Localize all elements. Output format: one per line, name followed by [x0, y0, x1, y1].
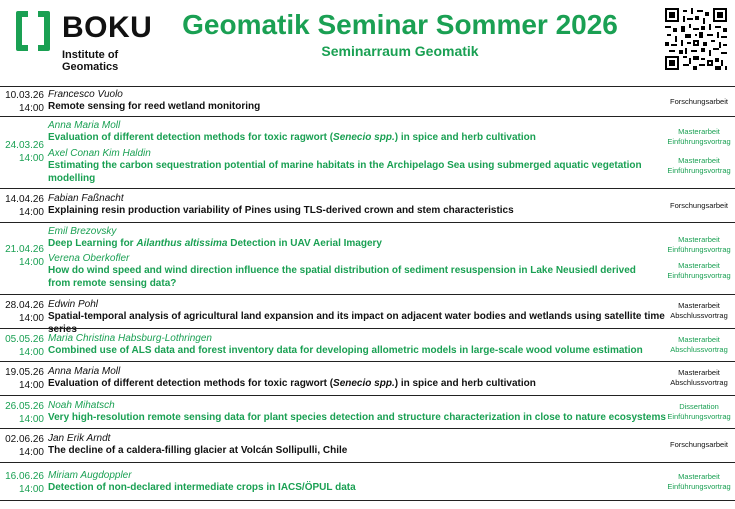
talk-title-part: Deep Learning for — [48, 238, 137, 249]
date-label: 19.05.26 — [5, 367, 44, 378]
talk-type: Masterarbeit Abschlussvortrag — [670, 335, 728, 354]
talk-entry — [48, 193, 668, 218]
talk-entry — [48, 470, 668, 495]
date-label: 28.04.26 — [5, 300, 44, 311]
session-row — [0, 462, 735, 501]
speaker-name: Miriam Augdoppler — [48, 470, 132, 481]
talk-type: Forschungsarbeit — [670, 97, 728, 106]
talk-title: Explaining resin production variability of Pines using TLS-derived crown and stem characteristics — [48, 205, 514, 216]
speaker-name: Anna Maria Moll — [48, 120, 121, 131]
talk-type: Dissertation Einführungsvortrag — [667, 402, 731, 421]
date-label: 02.06.26 — [5, 434, 44, 445]
talk-entry — [48, 366, 668, 391]
speaker-name: Francesco Vuolo — [48, 89, 123, 100]
talk-title — [48, 238, 668, 251]
talk-entry — [48, 253, 658, 290]
talk-entry — [48, 333, 668, 358]
talk-title: How do wind speed and wind direction influence the spatial distribution of sediment resuspension in Lake Neusiedl derived from remote sensing data? — [48, 265, 636, 289]
time-label: 14:00 — [18, 313, 44, 324]
time-label: 14:00 — [18, 484, 44, 495]
date-label: 14.04.26 — [5, 194, 44, 205]
talk-entry — [48, 226, 668, 251]
logo-subtitle: Institute of Geomatics — [62, 49, 119, 73]
session-date — [4, 299, 44, 325]
session-row — [0, 222, 735, 294]
speaker-name: Emil Brezovsky — [48, 226, 117, 237]
session-row — [0, 188, 735, 222]
talk-title — [48, 132, 668, 145]
speaker-name: Noah Mihatsch — [48, 400, 115, 411]
talk-type: Masterarbeit Einführungsvortrag — [667, 472, 731, 491]
session-row — [0, 328, 735, 361]
speaker-name: Verena Oberkofler — [48, 253, 130, 264]
session-date — [4, 333, 44, 359]
time-label: 14:00 — [18, 414, 44, 425]
session-row — [0, 294, 735, 335]
time-label: 14:00 — [18, 207, 44, 218]
session-row — [0, 395, 735, 428]
header — [0, 0, 735, 86]
talk-type: Masterarbeit Abschlussvortrag — [670, 301, 728, 320]
talk-entry — [48, 433, 668, 458]
talk-title: Combined use of ALS data and forest inventory data for developing allometric models in large-scale wood volume estimation — [48, 345, 643, 356]
session-row — [0, 361, 735, 395]
speaker-name: Edwin Pohl — [48, 299, 99, 310]
session-row — [0, 116, 735, 188]
session-row — [0, 86, 735, 116]
talk-entry — [48, 400, 668, 425]
talk-type: Masterarbeit Einführungsvortrag — [667, 127, 731, 146]
session-date — [4, 433, 44, 459]
date-label: 21.04.26 — [5, 244, 44, 255]
date-label: 10.03.26 — [5, 90, 44, 101]
date-label: 24.03.26 — [5, 140, 44, 151]
talk-title: Estimating the carbon sequestration potential of marine habitats in the Archipelago Sea using submerged aquatic vegetation modelling — [48, 160, 642, 184]
time-label: 14:00 — [18, 347, 44, 358]
talk-title-italic: Ailanthus altissima — [136, 238, 228, 249]
time-label: 14:00 — [18, 447, 44, 458]
session-date — [4, 470, 44, 496]
talk-type: Masterarbeit Einführungsvortrag — [667, 235, 731, 254]
logo-wordmark: BOKU — [62, 11, 153, 44]
talk-type: Masterarbeit Einführungsvortrag — [667, 156, 731, 175]
talk-title: The decline of a caldera-filling glacier at Volcán Sollipulli, Chile — [48, 445, 348, 456]
talk-title — [48, 378, 668, 391]
talk-title-italic: Senecio spp. — [333, 132, 395, 143]
date-label: 16.06.26 — [5, 471, 44, 482]
speaker-name: Maria Christina Habsburg-Lothringen — [48, 333, 212, 344]
session-date — [4, 89, 44, 115]
talk-title-part: Detection in UAV Aerial Imagery — [227, 238, 382, 249]
page-title: Geomatik Seminar Sommer 2026 — [182, 9, 618, 40]
talk-title: Spatial-temporal analysis of agricultural land expansion and its impact on adjacent water bodies and wetlands using satellite time series — [48, 311, 665, 335]
talk-type: Masterarbeit Abschlussvortrag — [670, 368, 728, 387]
session-date — [4, 139, 44, 165]
page-subtitle: Seminarraum Geomatik — [321, 43, 479, 59]
speaker-name: Anna Maria Moll — [48, 366, 121, 377]
talk-type: Forschungsarbeit — [670, 201, 728, 210]
talk-title-part: Evaluation of different detection methods for toxic ragwort ( — [48, 378, 334, 389]
session-date — [4, 400, 44, 426]
talk-title: Remote sensing for reed wetland monitoring — [48, 101, 261, 112]
talk-title: Detection of non-declared intermediate crops in IACS/ÖPUL data — [48, 482, 356, 493]
talk-entry — [48, 148, 658, 185]
boku-bracket-icon — [14, 9, 52, 53]
qr-code-icon[interactable] — [665, 8, 727, 70]
speaker-name: Jan Erik Arndt — [48, 433, 111, 444]
time-label: 14:00 — [18, 153, 44, 164]
time-label: 14:00 — [18, 257, 44, 268]
session-date — [4, 243, 44, 269]
session-date — [4, 193, 44, 219]
speaker-name: Axel Conan Kim Haldin — [48, 148, 151, 159]
session-date — [4, 366, 44, 392]
time-label: 14:00 — [18, 380, 44, 391]
speaker-name: Fabian Faßnacht — [48, 193, 124, 204]
talk-entry — [48, 120, 668, 145]
talk-entry — [48, 89, 668, 114]
time-label: 14:00 — [18, 103, 44, 114]
talk-title-part: Evaluation of different detection methods for toxic ragwort ( — [48, 132, 334, 143]
session-row — [0, 428, 735, 462]
talk-title-italic: Senecio spp. — [333, 378, 395, 389]
talk-type: Masterarbeit Einführungsvortrag — [667, 261, 731, 280]
date-label: 26.05.26 — [5, 401, 44, 412]
talk-type: Forschungsarbeit — [670, 440, 728, 449]
date-label: 05.05.26 — [5, 334, 44, 345]
talk-title-part: ) in spice and herb cultivation — [394, 378, 536, 389]
talk-title-part: ) in spice and herb cultivation — [394, 132, 536, 143]
talk-title: Very high-resolution remote sensing data for plant species detection and structure characterization in close to nature ecosystems — [48, 412, 666, 423]
boku-logo[interactable] — [14, 9, 154, 75]
